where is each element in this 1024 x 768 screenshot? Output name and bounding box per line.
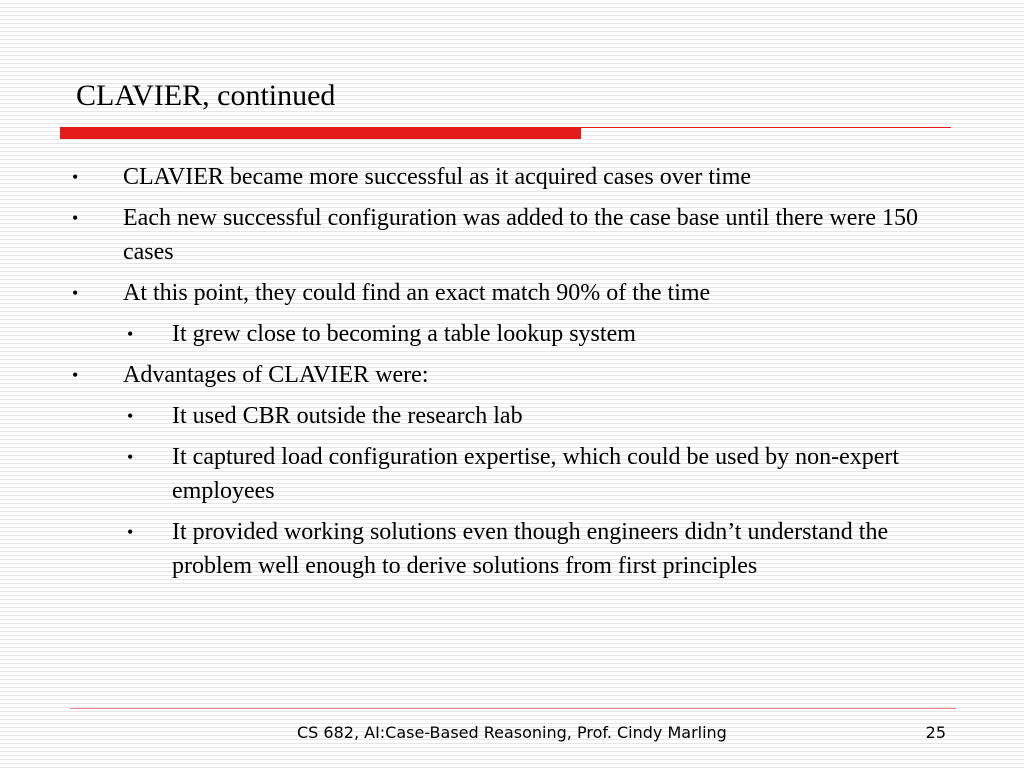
list-item: [0, 440, 1024, 508]
footer-divider: [70, 708, 956, 709]
bullet-text: CLAVIER became more successful as it acquired cases over time: [123, 164, 752, 190]
bullet-text: Each new successful configuration was added to the case base until there were 150 cases: [123, 205, 919, 265]
bullet-text: It provided working solutions even though engineers didn’t understand the problem well enough to derive solutions from first principles: [172, 519, 889, 579]
footer-text: CS 682, AI:Case-Based Reasoning, Prof. Cindy Marling: [297, 723, 727, 742]
bullet-text: At this point, they could find an exact match 90% of the time: [123, 280, 711, 306]
slide-number: 25: [925, 723, 946, 742]
bullet-icon: •: [72, 167, 79, 187]
slide-title: CLAVIER, continued: [76, 79, 336, 112]
bullet-list: [0, 160, 1024, 590]
bullet-icon: •: [127, 406, 134, 426]
bullet-icon: •: [72, 283, 79, 303]
list-item: [0, 201, 1024, 269]
title-accent-line: [581, 127, 951, 128]
bullet-text: It grew close to becoming a table lookup system: [172, 321, 636, 347]
bullet-icon: •: [72, 365, 79, 385]
bullet-text: It captured load configuration expertise, which could be used by non-expert employees: [172, 444, 900, 504]
bullet-icon: •: [127, 447, 134, 467]
list-item: [0, 317, 1024, 351]
title-accent-bar: [60, 127, 581, 139]
bullet-icon: •: [72, 208, 79, 228]
list-item: [0, 276, 1024, 310]
list-item: [0, 358, 1024, 392]
bullet-icon: •: [127, 522, 134, 542]
bullet-text: It used CBR outside the research lab: [172, 403, 523, 429]
list-item: [0, 515, 1024, 583]
bullet-text: Advantages of CLAVIER were:: [123, 362, 429, 388]
bullet-icon: •: [127, 324, 134, 344]
list-item: [0, 160, 1024, 194]
list-item: [0, 399, 1024, 433]
